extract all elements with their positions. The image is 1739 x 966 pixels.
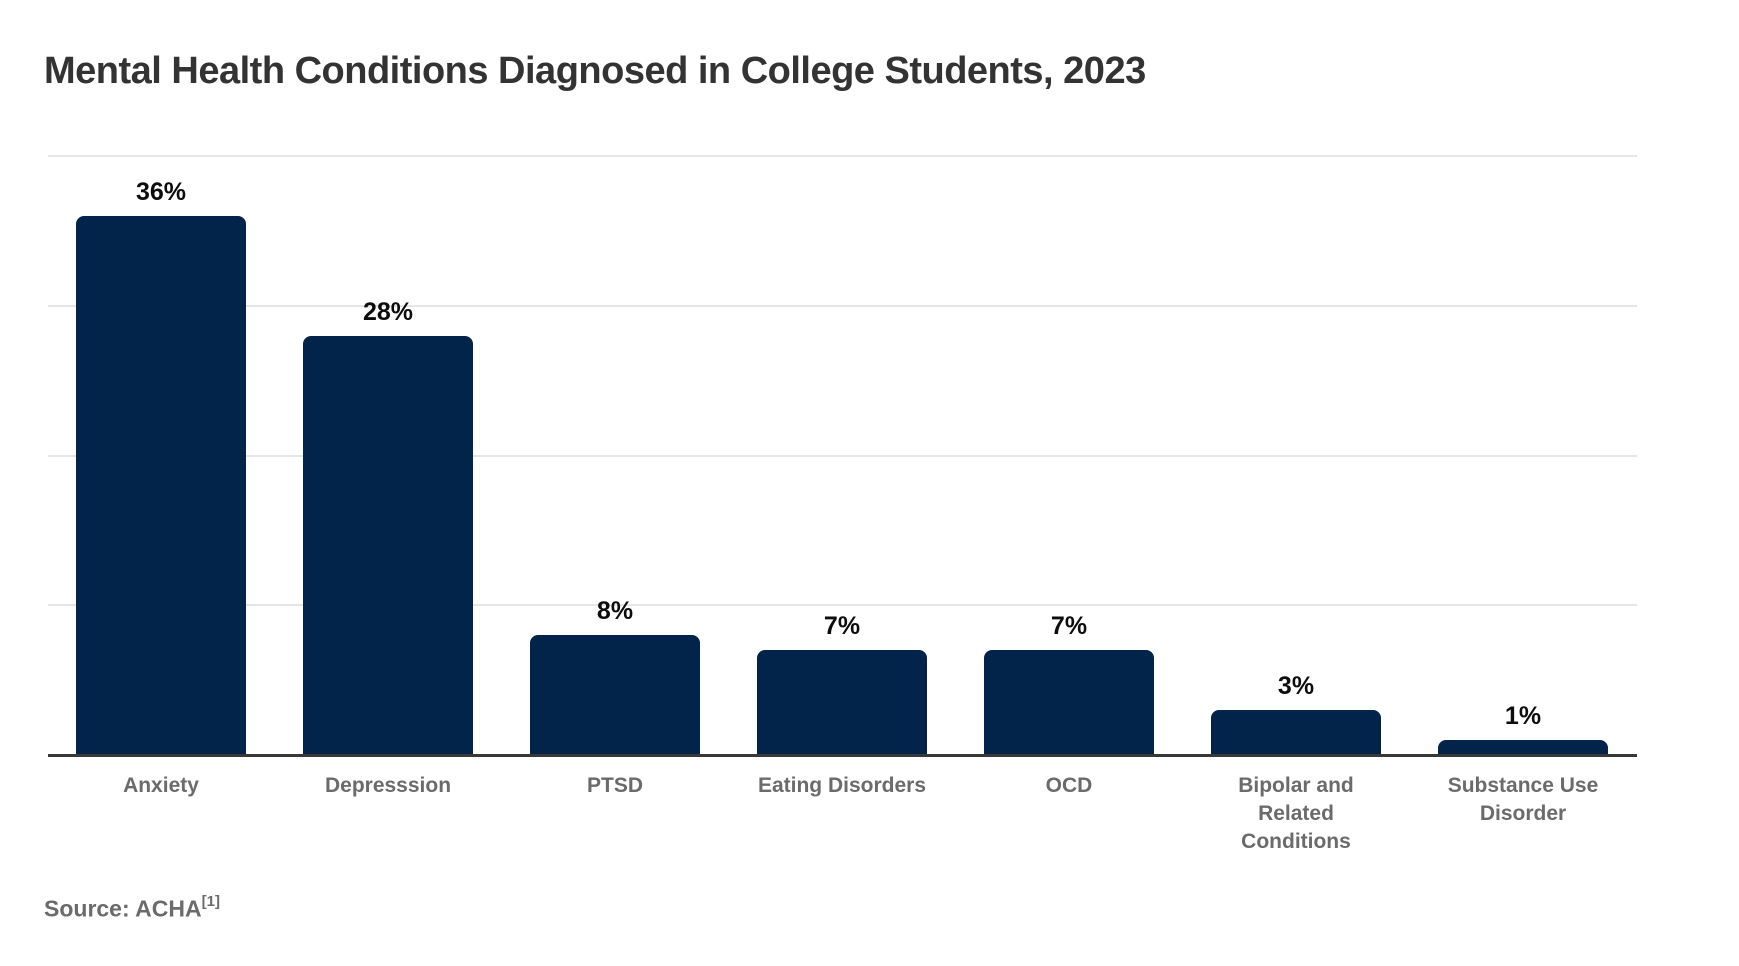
gridline-10pct: [48, 604, 1637, 606]
gridline-30pct: [48, 305, 1637, 307]
value-label-anxiety: 36%: [135, 178, 187, 206]
value-label-ptsd: 8%: [596, 597, 634, 625]
chart-title: Mental Health Conditions Diagnosed in College Students, 2023: [44, 50, 1146, 92]
bar-substance-use-disorder: [1438, 740, 1608, 755]
x-label-anxiety: Anxiety: [123, 774, 199, 797]
bar-depresssion: [303, 336, 473, 755]
bar-anxiety: [76, 216, 246, 755]
source-superscript: [1]: [201, 893, 220, 910]
bar-eating-disorders: [757, 650, 927, 755]
gridline-40pct: [48, 155, 1637, 157]
source-text: Source: ACHA: [44, 895, 202, 922]
x-label-substance-use-disorder: Substance Use Disorder: [1447, 774, 1599, 825]
bar-ptsd: [530, 635, 700, 755]
x-label-ocd: OCD: [1045, 774, 1093, 797]
gridline-20pct: [48, 455, 1637, 457]
value-label-bipolar-and-related-conditions: 3%: [1277, 672, 1315, 700]
source-note: [44, 895, 220, 923]
x-label-ptsd: PTSD: [586, 774, 643, 797]
x-label-depresssion: Depresssion: [324, 774, 452, 797]
x-label-bipolar-and-related-conditions: Bipolar and Related Conditions: [1238, 774, 1354, 853]
bar-bipolar-and-related-conditions: [1211, 710, 1381, 755]
x-axis-line: [48, 754, 1637, 757]
value-label-depresssion: 28%: [362, 298, 414, 326]
x-label-eating-disorders: Eating Disorders: [757, 774, 927, 797]
value-label-ocd: 7%: [1050, 612, 1088, 640]
value-label-substance-use-disorder: 1%: [1504, 702, 1542, 730]
value-label-eating-disorders: 7%: [823, 612, 861, 640]
bar-ocd: [984, 650, 1154, 755]
